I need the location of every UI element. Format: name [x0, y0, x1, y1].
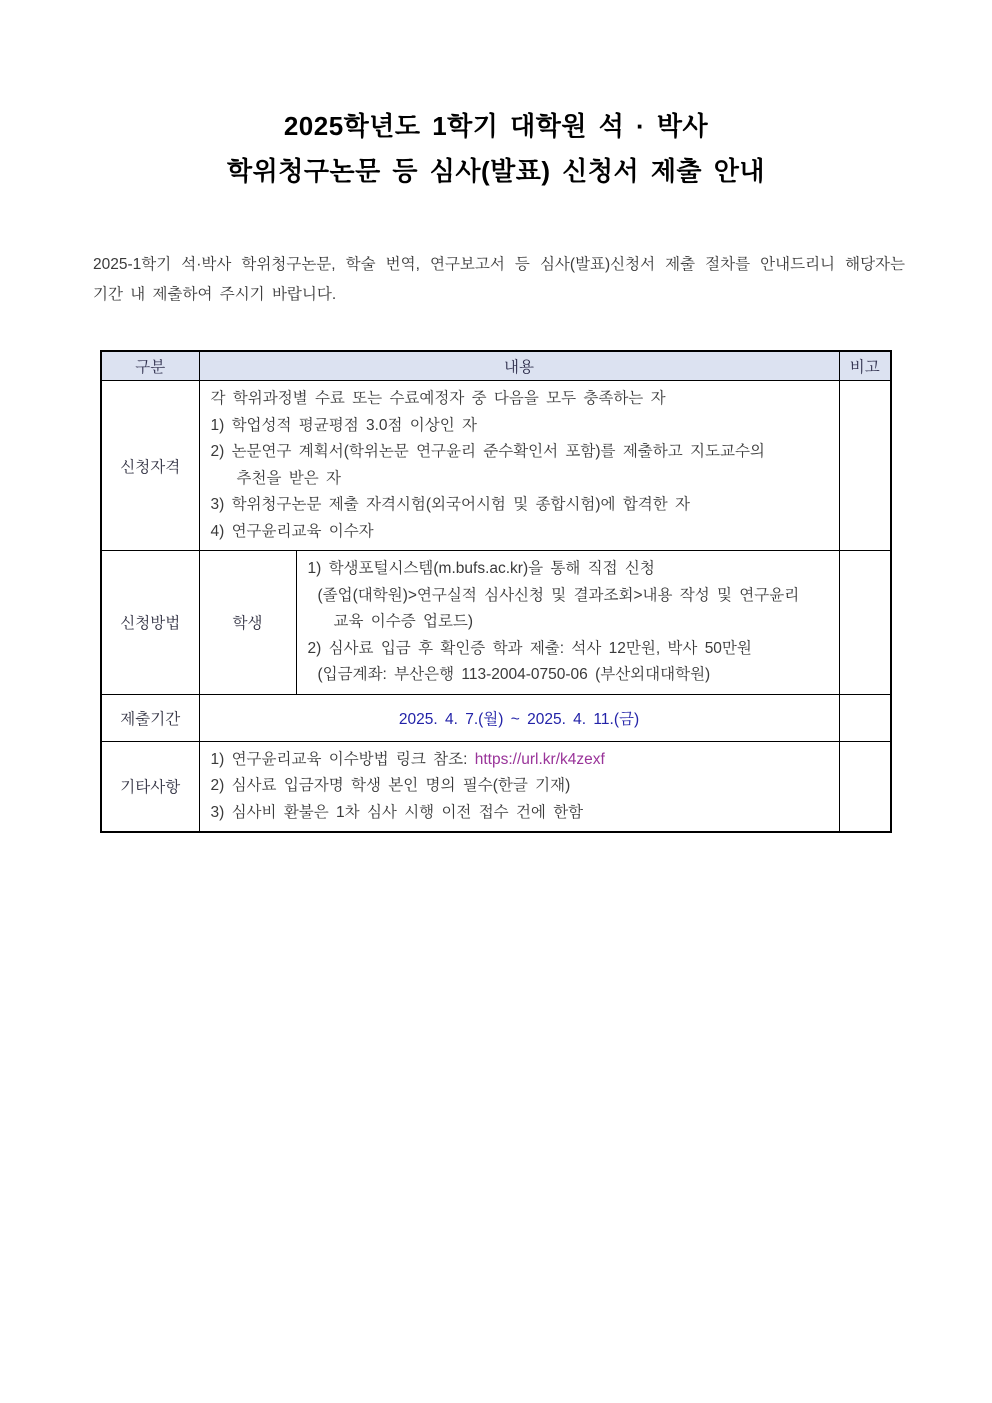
intro-paragraph: 2025-1학기 석·박사 학위청구논문, 학술 번역, 연구보고서 등 심사(발표)신청서 제출 절차를 안내드리니 해당자는 기간 내 제출하여 주시기 바랍니다.: [93, 256, 905, 303]
method-line: 2) 심사료 입금 후 확인증 학과 제출: 석사 12만원, 박사 50만원: [307, 639, 752, 657]
table-header-row: [101, 351, 891, 381]
etc-content: [199, 741, 839, 832]
method-line: 교육 이수증 업로드): [333, 613, 474, 630]
page-title-line-2: 학위청구논문 등 심사(발표) 신청서 제출 안내: [226, 156, 766, 186]
eligibility-line: 2) 논문연구 계획서(학위논문 연구윤리 준수확인서 포함)를 제출하고 지도교수의: [210, 443, 765, 460]
etc-line-prefix: 1) 연구윤리교육 이수방법 링크 참조:: [210, 750, 475, 768]
header-category: 구분: [101, 351, 199, 381]
method-note-cell: [839, 551, 891, 695]
eligibility-line: 1) 학업성적 평균평점 3.0점 이상인 자: [210, 416, 478, 434]
eligibility-line: 3) 학위청구논문 제출 자격시험(외국어시험 및 종합시험)에 합격한 자: [210, 496, 691, 513]
etc-line: [211, 747, 829, 774]
eligibility-line: 추천을 받은 자: [236, 469, 341, 487]
etc-line: 3) 심사비 환불은 1차 심사 시행 이전 접수 건에 한함: [210, 803, 584, 821]
eligibility-line: 4) 연구윤리교육 이수자: [210, 522, 374, 540]
row-eligibility: [101, 381, 891, 551]
page-title: [0, 0, 992, 194]
method-content: [296, 551, 839, 695]
eligibility-label: 신청자격: [101, 381, 199, 551]
row-period: [101, 694, 891, 741]
header-content: 내용: [199, 351, 839, 381]
row-etc: [101, 741, 891, 832]
method-sub-label: 학생: [199, 551, 296, 695]
row-method: [101, 551, 891, 695]
method-line: 1) 학생포털시스템(m.bufs.ac.kr)을 통해 직접 신청: [307, 560, 655, 577]
header-note: 비고: [839, 351, 891, 381]
ethics-education-link[interactable]: https://url.kr/k4zexf: [474, 750, 605, 768]
period-value: 2025. 4. 7.(월) ~ 2025. 4. 11.(금): [199, 694, 839, 741]
etc-note-cell: [839, 741, 891, 832]
method-label: 신청방법: [101, 551, 199, 695]
etc-label: 기타사항: [101, 741, 199, 832]
etc-line: 2) 심사료 입금자명 학생 본인 명의 필수(한글 기재): [210, 777, 571, 794]
method-line: (졸업(대학원)>연구실적 심사신청 및 결과조회>내용 작성 및 연구윤리: [317, 586, 800, 604]
period-note-cell: [839, 694, 891, 741]
method-line: (입금계좌: 부산은행 113-2004-0750-06 (부산외대대학원): [317, 666, 711, 683]
eligibility-note-cell: [839, 381, 891, 551]
eligibility-content: [199, 381, 839, 551]
eligibility-line: 각 학위과정별 수료 또는 수료예정자 중 다음을 모두 충족하는 자: [210, 390, 666, 407]
notice-table: [100, 350, 892, 833]
period-label: 제출기간: [101, 694, 199, 741]
page-title-line-1: 2025학년도 1학기 대학원 석 · 박사: [283, 111, 709, 141]
